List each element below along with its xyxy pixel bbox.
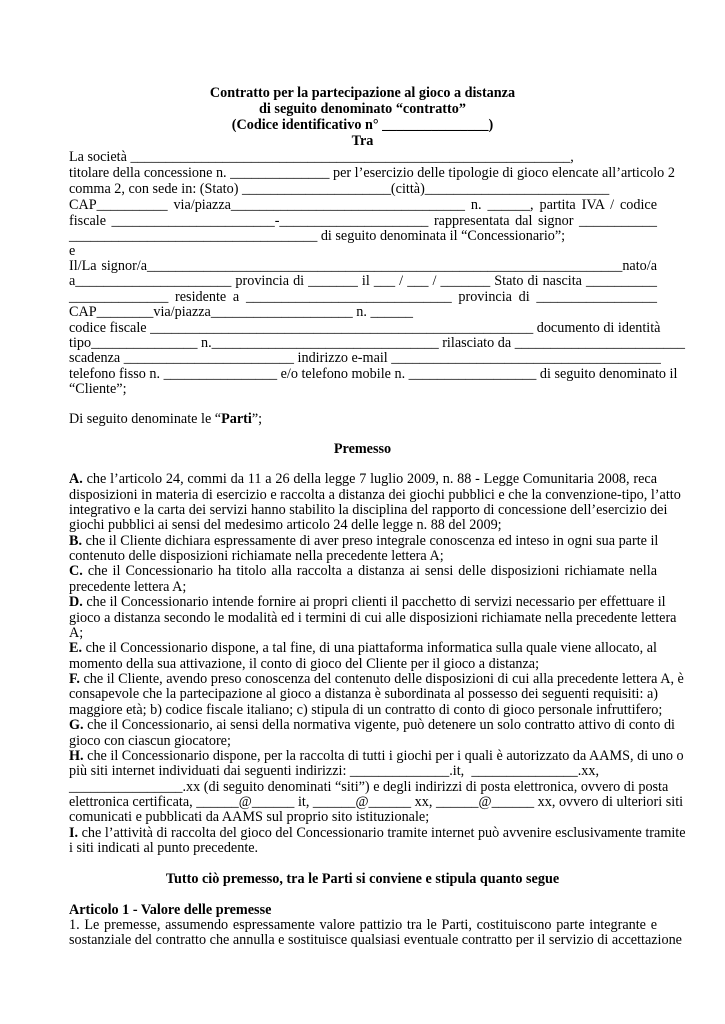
- seat-line: comma 2, con sede in: (Stato) _____________________(città)__________________________: [69, 181, 610, 197]
- clause-h-letter: H.: [69, 748, 84, 764]
- address-line: CAP__________ via/piazza_________________________________ n. ______, partita IVA / codice: [69, 197, 657, 213]
- clause-d: [69, 594, 666, 611]
- clause-a: [69, 471, 657, 488]
- client-address-line: CAP________via/piazza____________________ n. ______: [69, 304, 414, 320]
- clause-g-text: che il Concessionario, ai sensi della normativa vigente, può detenere un solo contratto attivo di conto di: [83, 717, 675, 733]
- article-1-heading: Articolo 1 - Valore delle premesse: [69, 902, 272, 918]
- article-1-p2: sostanziale del contratto che annulla e sostituisce qualsiasi eventuale contratto per il servizio di accettazione: [69, 932, 682, 948]
- client-fiscal-line: codice fiscale ______________________________________________________ documento di identità: [69, 320, 661, 336]
- clause-c-letter: C.: [69, 563, 83, 579]
- clause-a-2: disposizioni in materia di esercizio e raccolta a distanza dei giochi pubblici e che la convenzione-tipo, l’atto: [69, 487, 681, 503]
- clause-g-letter: G.: [69, 717, 84, 733]
- clause-a-4: giochi pubblici ai sensi del medesimo articolo 24 delle legge n. 88 del 2009;: [69, 517, 502, 533]
- clause-b-2: contenuto delle disposizioni richiamate nella precedente lettera A;: [69, 548, 444, 564]
- clause-i-2: i siti indicati al punto precedente.: [69, 840, 259, 856]
- expiry-email-line: scadenza ________________________ indirizzo e-mail ______________________________________: [69, 350, 661, 366]
- premesso-heading: Premesso: [333, 441, 392, 457]
- clause-b-text: che il Cliente dichiara espressamente di aver preso integrale conoscenza ed inteso in ogni sua parte il: [82, 533, 659, 549]
- agreement-heading: Tutto ciò premesso, tra le Parti si conviene e stipula quanto segue: [165, 871, 560, 887]
- fiscal-line: fiscale _______________________-_____________________ rappresentata dal signor ___________: [69, 213, 657, 229]
- clause-d-letter: D.: [69, 594, 83, 610]
- clause-f-3: maggiore età; b) codice fiscale italiano; c) stipula di un contratto di conto di gioco personale infruttifero;: [69, 702, 663, 718]
- clause-f-text: che il Cliente, avendo preso conoscenza del contenuto delle disposizioni di cui alla precedente lettera A, è: [79, 671, 684, 687]
- clause-e-2: momento della sua attivazione, il conto di gioco del Cliente per il gioco a distanza;: [69, 656, 540, 672]
- clause-h-5: comunicati e pubblicati da AAMS sul proprio sito istituzionale;: [69, 809, 430, 825]
- document-line: tipo_______________ n.________________________________ rilasciato da ________________________: [69, 335, 685, 351]
- and-line: e: [69, 243, 76, 259]
- clause-c: [69, 563, 657, 580]
- clause-h-2: più siti internet individuati dai seguenti indirizzi: ______________.it, _______________.xx,: [69, 763, 600, 779]
- between-label: Tra: [351, 133, 374, 149]
- client-name-line: Il/La signor/a___________________________________________________________________nato/a: [69, 258, 657, 274]
- phone-line: telefono fisso n. ________________ e/o telefono mobile n. __________________ di seguito denominato il: [69, 366, 678, 382]
- company-line: La società ______________________________________________________________,: [69, 149, 574, 165]
- clause-f-2: consapevole che la partecipazione al gioco a distanza è subordinata al possesso dei seguenti requisiti: a): [69, 686, 658, 702]
- clause-f-letter: F.: [69, 671, 80, 687]
- clause-c-2: precedente lettera A;: [69, 579, 187, 595]
- concessionario-line: ___________________________________ di seguito denominata il “Concessionario”;: [69, 228, 566, 244]
- contract-title: Contratto per la partecipazione al gioco a distanza: [209, 85, 516, 101]
- contract-code: (Codice identificativo n° _______________): [231, 117, 494, 133]
- parti-end: ”;: [251, 411, 263, 427]
- clause-e-letter: E.: [69, 640, 83, 656]
- birth-line: a______________________ provincia di _______ il ___ / ___ / _______ Stato di nascita __________: [69, 273, 657, 289]
- parti-line: [69, 411, 262, 428]
- clause-g: [69, 717, 675, 734]
- clause-e-text: che il Concessionario dispone, a tal fine, di una piattaforma informatica sulla quale viene allocato, al: [82, 640, 657, 656]
- cliente-line: “Cliente”;: [69, 381, 127, 397]
- clause-d-text: che il Concessionario intende fornire ai propri clienti il pacchetto di servizi necessario per effettuare il: [82, 594, 666, 610]
- clause-h-4: elettronica certificata, ______@______ it, ______@______ xx, ______@______ xx, ovvero di ulteriori siti: [69, 794, 684, 810]
- parti-bold: Parti: [221, 411, 252, 427]
- clause-c-text: che il Concessionario ha titolo alla raccolta a distanza ai sensi delle disposizioni richiamate nella: [82, 563, 657, 579]
- concession-line: titolare della concessione n. ______________ per l’esercizio delle tipologie di gioco elencate all’articolo 2: [69, 165, 675, 181]
- clause-a-letter: A.: [69, 471, 83, 487]
- clause-g-2: gioco con ciascun giocatore;: [69, 733, 231, 749]
- parti-text: Di seguito denominate le “: [69, 411, 222, 427]
- clause-h-text: che il Concessionario dispone, per la raccolta di tutti i giochi per i quali è autorizzato da AAMS, di uno o: [83, 748, 684, 764]
- residence-line: ______________ residente a _____________________________ provincia di _________________: [69, 289, 657, 305]
- clause-b-letter: B.: [69, 533, 83, 549]
- clause-a-3: integrativo e la carta dei servizi hanno stabilito la disciplina del rapporto di concessione dell’esercizio dei: [69, 502, 668, 518]
- clause-a-text: che l’articolo 24, commi da 11 a 26 della legge 7 luglio 2009, n. 88 - Legge Comunitaria 2008, reca: [82, 471, 657, 487]
- clause-d-3: A;: [69, 625, 84, 641]
- article-1-p1: 1. Le premesse, assumendo espressamente valore pattizio tra le Parti, costituiscono parte integrante e: [69, 917, 657, 933]
- clause-i-letter: I.: [69, 825, 79, 841]
- clause-i-text: che l’attività di raccolta del gioco del Concessionario tramite internet può avvenire esclusivamente tramite: [78, 825, 686, 841]
- clause-d-2: gioco a distanza secondo le modalità ed i termini di cui alle disposizioni richiamate nella precedente lettera: [69, 610, 677, 626]
- clause-e: [69, 640, 657, 657]
- clause-h-3: ________________.xx (di seguito denominati “siti”) e degli indirizzi di posta elettronica, ovvero di posta: [69, 779, 669, 795]
- contract-subtitle: di seguito denominato “contratto”: [259, 101, 466, 117]
